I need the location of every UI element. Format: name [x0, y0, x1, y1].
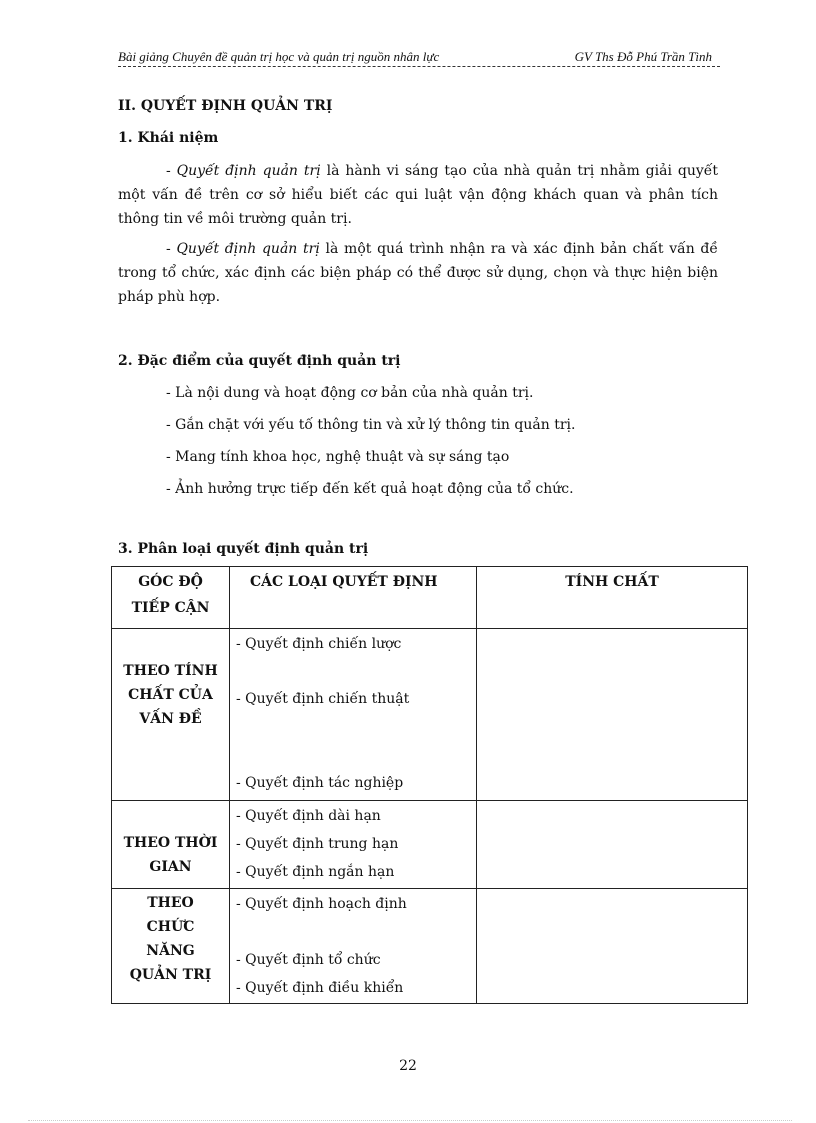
decision-type: - Quyết định hoạch định: [236, 896, 407, 912]
decision-type: - Quyết định điều khiển: [236, 980, 404, 996]
table-row: [112, 801, 748, 889]
classification-table: [111, 566, 748, 1004]
nature-cell: [477, 629, 748, 801]
page-number: 22: [399, 1058, 417, 1074]
table-row: [112, 889, 748, 1004]
header-approach-cell: [112, 567, 230, 629]
header-lecturer: GV Ths Đỗ Phú Trần Tình: [574, 49, 712, 64]
decision-type: - Quyết định trung hạn: [236, 836, 399, 852]
page-header: [118, 46, 720, 67]
definition-text-1: là hành vi sáng tạo của nhà quản trị nhằm giải quyết một vấn đề trên cơ sở hiểu biết các qui luật vận động khách quan và phân tích thông tin về môi trường quản trị.: [118, 163, 718, 227]
approach-label: THEO CHỨC NĂNG QUẢN TRỊ: [129, 895, 212, 983]
decision-type: - Quyết định dài hạn: [236, 808, 381, 824]
header-approach-line: TIẾP CẬN: [131, 600, 210, 616]
decision-type: - Quyết định ngắn hạn: [236, 864, 395, 880]
decision-type: - Quyết định tổ chức: [236, 952, 381, 968]
decision-type: - Quyết định chiến thuật: [236, 691, 410, 707]
decision-type: - Quyết định tác nghiệp: [236, 775, 404, 791]
nature-cell: [477, 889, 748, 1004]
definition-term-1: Quyết định quản trị: [176, 163, 321, 179]
footer-divider: [28, 1120, 792, 1121]
characteristic-item: - Ảnh hưởng trực tiếp đến kết quả hoạt động của tổ chức.: [166, 481, 574, 497]
characteristic-item: - Gắn chặt với yếu tố thông tin và xử lý thông tin quản trị.: [166, 417, 576, 433]
header-nature-cell: [477, 567, 748, 629]
definition-text-2: là một quá trình nhận ra và xác định bản chất vấn đề trong tổ chức, xác định các biện pháp có thể được sử dụng, chọn và thực hiện biện pháp phù hợp.: [118, 241, 719, 305]
section-title: II. QUYẾT ĐỊNH QUẢN TRỊ: [118, 98, 333, 114]
concept-heading: 1. Khái niệm: [118, 130, 219, 146]
characteristic-item: - Mang tính khoa học, nghệ thuật và sự sáng tạo: [166, 449, 510, 465]
definition-paragraph-2: - Quyết định quản trị là một quá trình nhận ra và xác định bản chất vấn đề trong tổ chức, xác định các biện pháp có thể được sử dụng, chọn và thực hiện biện pháp phù hợp.: [118, 241, 719, 305]
characteristics-heading: 2. Đặc điểm của quyết định quản trị: [118, 353, 401, 369]
nature-cell: [477, 801, 748, 889]
approach-label: THEO TÍNH CHẤT CỦA VẤN ĐỀ: [123, 663, 218, 727]
table-row: [112, 629, 748, 801]
header-types: CÁC LOẠI QUYẾT ĐỊNH: [250, 574, 438, 590]
definition-term-2: Quyết định quản trị: [176, 241, 320, 257]
classification-heading: 3. Phân loại quyết định quản trị: [118, 541, 369, 557]
approach-label: THEO THỜI GIAN: [123, 835, 218, 875]
decision-type: - Quyết định chiến lược: [236, 636, 402, 652]
header-nature: TÍNH CHẤT: [565, 574, 659, 590]
header-course-title: Bài giảng Chuyên đề quản trị học và quản trị nguồn nhân lực: [118, 49, 440, 64]
header-approach-line: GÓC ĐỘ: [138, 574, 203, 590]
definition-paragraph-1: - Quyết định quản trị là hành vi sáng tạo của nhà quản trị nhằm giải quyết một vấn đề trên cơ sở hiểu biết các qui luật vận động khách quan và phân tích thông tin về môi trường quản trị.: [118, 163, 718, 227]
characteristic-item: - Là nội dung và hoạt động cơ bản của nhà quản trị.: [166, 385, 534, 401]
header-types-cell: [230, 567, 477, 629]
table-header-row: [112, 567, 748, 629]
